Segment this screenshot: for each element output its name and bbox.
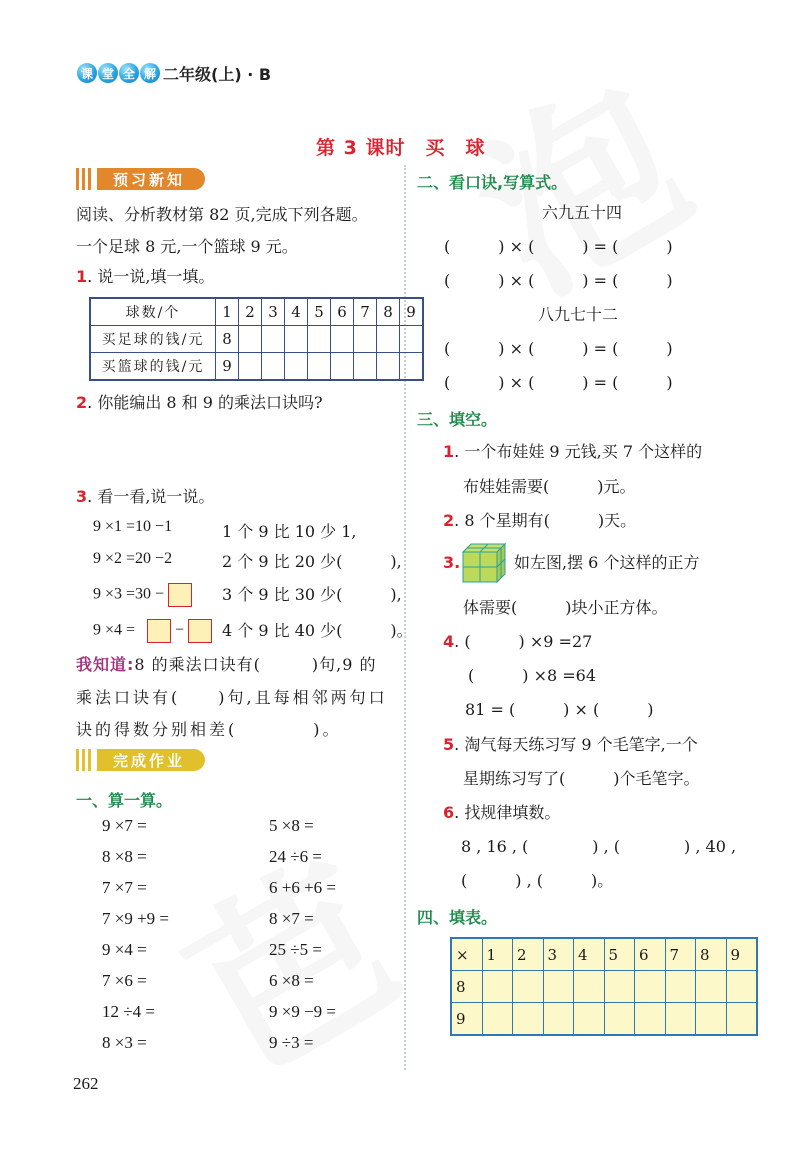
brand-char: 课 — [77, 63, 97, 83]
brand-char: 全 — [119, 63, 139, 83]
page-number: 262 — [73, 1074, 99, 1093]
table-cell: 9 — [726, 938, 757, 971]
item-text: . 找规律填数。 — [454, 803, 561, 822]
table-cell: 4 — [285, 298, 308, 326]
calc-item: 8 ×3 = — [102, 1033, 147, 1052]
comparison-text: 4 个 9 比 40 少( )。 — [222, 621, 413, 640]
answer-cell[interactable] — [482, 1003, 513, 1036]
answer-cell[interactable] — [262, 353, 285, 381]
answer-cell[interactable] — [239, 353, 262, 381]
answer-cell[interactable] — [604, 971, 635, 1003]
item-text: 81 = ( ) × ( ) — [465, 700, 654, 719]
table-cell: 3 — [543, 938, 574, 971]
item-text: 体需要( )块小正方体。 — [463, 598, 668, 617]
question-text: . 看一看,说一说。 — [87, 487, 215, 506]
table-header-row — [451, 938, 757, 971]
item-text: 星期练习写了( )个毛笔字。 — [463, 769, 700, 788]
table-row — [451, 971, 757, 1003]
answer-cell[interactable] — [377, 326, 400, 353]
calc-item: 9 ×9 −9 = — [269, 1002, 337, 1021]
answer-cell[interactable] — [574, 971, 605, 1003]
homework-banner-label: 完成作业 — [97, 749, 205, 771]
question-2 — [76, 393, 323, 413]
answer-cell[interactable] — [482, 971, 513, 1003]
item-number: 3 — [443, 553, 455, 572]
question-3 — [76, 487, 214, 507]
section-title: 三、填空。 — [417, 410, 498, 429]
multiplication-table — [450, 937, 758, 1036]
answer-cell[interactable] — [574, 1003, 605, 1036]
fill-item-6 — [443, 803, 560, 823]
table-cell: 7 — [665, 938, 696, 971]
answer-cell[interactable] — [308, 353, 331, 381]
fill-item-1 — [443, 442, 702, 462]
comparison-text: 2 个 9 比 20 少( ), — [222, 552, 402, 571]
question-number: 1 — [76, 267, 88, 286]
item-text: ( ) ×8 =64 — [468, 666, 597, 685]
equation: 9 ×1 =10 −1 — [93, 518, 173, 535]
answer-cell[interactable] — [665, 971, 696, 1003]
table-cell: 买足球的钱/元 — [90, 326, 216, 353]
equation-text: 9 ×3 =30 − — [93, 585, 165, 603]
answer-box[interactable] — [147, 619, 171, 643]
table-cell: 6 — [331, 298, 354, 326]
table-header-row — [90, 298, 423, 326]
answer-cell[interactable] — [308, 326, 331, 353]
table-cell: 1 — [216, 298, 239, 326]
table-cell: 9 — [451, 1003, 482, 1036]
question-text: . 说一说,填一填。 — [87, 267, 215, 286]
item-text: . 淘气每天练习写 9 个毛笔字,一个 — [454, 735, 698, 754]
calc-item: 9 ×4 = — [102, 940, 147, 959]
preview-banner-label: 预习新知 — [97, 168, 205, 190]
brand-char: 解 — [140, 63, 160, 83]
comparison-text: 3 个 9 比 30 少( ), — [222, 585, 402, 604]
answer-cell[interactable] — [331, 326, 354, 353]
answer-cell[interactable] — [262, 326, 285, 353]
answer-cell[interactable] — [543, 1003, 574, 1036]
calc-item: 6 ×8 = — [269, 971, 314, 990]
calc-item: 7 ×9 +9 = — [102, 909, 170, 928]
fill-item-3: 3. — [443, 553, 461, 572]
blank-equation: ( ) × ( ) = ( ) — [444, 271, 673, 290]
fill-item-2 — [443, 511, 636, 531]
know-line: 乘法口诀有( )句,且每相邻两句口 — [76, 688, 388, 707]
equation: 9 ×2 =20 −2 — [93, 550, 173, 567]
calc-item: 12 ÷4 = — [102, 1002, 155, 1021]
table-row — [451, 1003, 757, 1036]
answer-cell[interactable] — [400, 326, 424, 353]
answer-cell[interactable] — [696, 971, 727, 1003]
calc-item: 7 ×6 = — [102, 971, 147, 990]
lesson-title: 第 3 课时 买 球 — [316, 137, 486, 159]
table-row — [90, 353, 423, 381]
table-cell: 7 — [354, 298, 377, 326]
table-cell: 9 — [216, 353, 239, 381]
answer-cell[interactable] — [377, 353, 400, 381]
answer-cell[interactable] — [726, 971, 757, 1003]
answer-cell[interactable] — [285, 326, 308, 353]
answer-cell[interactable] — [604, 1003, 635, 1036]
know-label: 我知道: — [76, 655, 135, 674]
blank-equation: ( ) × ( ) = ( ) — [444, 373, 673, 392]
rhyme-text: 六九五十四 — [542, 203, 623, 222]
table-cell: 5 — [604, 938, 635, 971]
table-cell: 8 — [377, 298, 400, 326]
homework-banner — [76, 749, 205, 771]
fill-item-4 — [443, 632, 592, 652]
answer-cell[interactable] — [543, 971, 574, 1003]
item-number: 6 — [443, 803, 455, 822]
table-cell: 8 — [216, 326, 239, 353]
calc-item: 25 ÷5 = — [269, 940, 322, 959]
ball-price-table — [89, 297, 424, 381]
item-text: ( ) , ( )。 — [461, 871, 614, 890]
answer-cell[interactable] — [665, 1003, 696, 1036]
item-text: 布娃娃需要( )元。 — [463, 477, 636, 496]
brand-logo — [77, 63, 160, 83]
cube-icon — [461, 542, 507, 584]
table-cell: 9 — [400, 298, 424, 326]
question-1 — [76, 267, 214, 287]
question-text: . 你能编出 8 和 9 的乘法口诀吗? — [87, 393, 323, 412]
item-text: . 一个布娃娃 9 元钱,买 7 个这样的 — [454, 442, 703, 461]
calc-item: 24 ÷6 = — [269, 847, 322, 866]
answer-cell[interactable] — [696, 1003, 727, 1036]
answer-cell[interactable] — [635, 971, 666, 1003]
table-cell: 5 — [308, 298, 331, 326]
table-cell: 2 — [239, 298, 262, 326]
item-text: . 8 个星期有( )天。 — [454, 511, 637, 530]
answer-cell[interactable] — [513, 1003, 544, 1036]
question-number: 3 — [76, 487, 88, 506]
equation — [93, 619, 212, 643]
item-text: . ( ) ×9 =27 — [454, 632, 593, 651]
equation-text: 9 ×4 = — [93, 621, 136, 639]
table-cell: 4 — [574, 938, 605, 971]
know-line: 诀的得数分别相差( )。 — [76, 720, 342, 739]
intro-line: 阅读、分析教材第 82 页,完成下列各题。 — [76, 205, 368, 224]
grade-label: 二年级(上) · B — [163, 65, 272, 84]
know-text: 8 的乘法口诀有( )句,9 的 — [134, 655, 377, 674]
calc-item: 8 ×8 = — [102, 847, 147, 866]
blank-equation: ( ) × ( ) = ( ) — [444, 339, 673, 358]
section-title: 一、算一算。 — [76, 791, 173, 810]
table-cell: 2 — [513, 938, 544, 971]
table-cell: 球数/个 — [90, 298, 216, 326]
answer-cell[interactable] — [513, 971, 544, 1003]
equation — [93, 583, 192, 607]
answer-cell[interactable] — [285, 353, 308, 381]
calc-item: 8 ×7 = — [269, 909, 314, 928]
know-line — [76, 655, 377, 675]
item-number: 1 — [443, 442, 455, 461]
section-title: 四、填表。 — [417, 908, 498, 927]
item-text: 如左图,摆 6 个这样的正方 — [514, 553, 700, 572]
calc-item: 9 ×7 = — [102, 816, 147, 835]
item-number: 2 — [443, 511, 455, 530]
calc-item: 6 +6 +6 = — [269, 878, 337, 897]
calc-item: 5 ×8 = — [269, 816, 314, 835]
answer-cell[interactable] — [635, 1003, 666, 1036]
answer-cell[interactable] — [400, 353, 424, 381]
item-number: 4 — [443, 632, 455, 651]
table-cell: 8 — [451, 971, 482, 1003]
table-row — [90, 326, 423, 353]
table-cell: × — [451, 938, 482, 971]
table-cell: 8 — [696, 938, 727, 971]
intro-line: 一个足球 8 元,一个篮球 9 元。 — [76, 237, 298, 256]
answer-cell[interactable] — [331, 353, 354, 381]
question-number: 2 — [76, 393, 88, 412]
table-cell: 1 — [482, 938, 513, 971]
table-cell: 6 — [635, 938, 666, 971]
rhyme-text: 八九七十二 — [538, 305, 619, 324]
minus-sign: − — [175, 621, 185, 639]
answer-box[interactable] — [168, 583, 192, 607]
table-cell: 3 — [262, 298, 285, 326]
answer-cell[interactable] — [726, 1003, 757, 1036]
item-text: 8 , 16 , ( ) , ( ) , 40 , — [461, 837, 737, 856]
section-title: 二、看口诀,写算式。 — [417, 173, 568, 192]
answer-box[interactable] — [188, 619, 212, 643]
item-number: 5 — [443, 735, 455, 754]
answer-cell[interactable] — [239, 326, 262, 353]
comparison-text: 1 个 9 比 10 少 1, — [222, 522, 357, 541]
table-cell: 买篮球的钱/元 — [90, 353, 216, 381]
brand-char: 堂 — [98, 63, 118, 83]
answer-cell[interactable] — [354, 326, 377, 353]
calc-item: 7 ×7 = — [102, 878, 147, 897]
answer-cell[interactable] — [354, 353, 377, 381]
preview-banner — [76, 168, 205, 190]
fill-item-5 — [443, 735, 698, 755]
calc-item: 9 ÷3 = — [269, 1033, 314, 1052]
blank-equation: ( ) × ( ) = ( ) — [444, 237, 673, 256]
